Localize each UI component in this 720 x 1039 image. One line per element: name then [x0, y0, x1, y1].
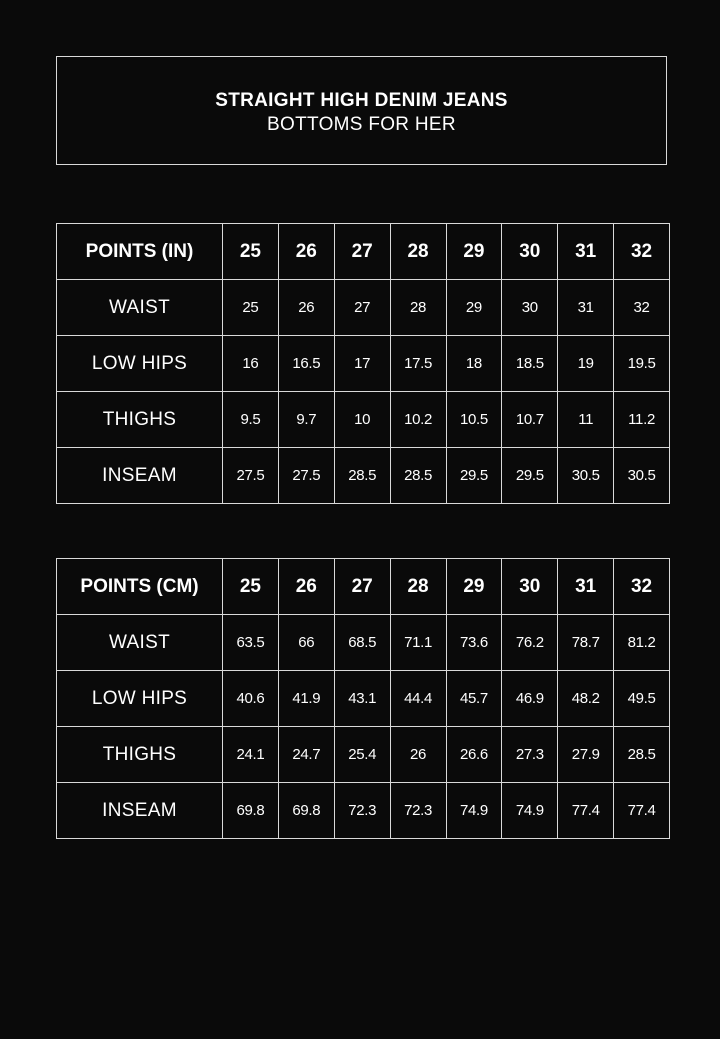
measurement-value: 30.5	[614, 448, 670, 504]
table-header-row	[57, 224, 670, 280]
table-row	[57, 671, 670, 727]
measurement-value: 28	[390, 280, 446, 336]
measurement-value: 48.2	[558, 671, 614, 727]
measurement-value: 26.6	[446, 727, 502, 783]
size-header: 29	[446, 559, 502, 615]
measurement-value: 68.5	[334, 615, 390, 671]
measurement-value: 24.7	[278, 727, 334, 783]
measurement-value: 16	[223, 336, 279, 392]
measurement-value: 9.5	[223, 392, 279, 448]
product-title: STRAIGHT HIGH DENIM JEANS	[215, 90, 508, 111]
table-row	[57, 336, 670, 392]
table-row	[57, 280, 670, 336]
measurement-value: 77.4	[614, 783, 670, 839]
measurement-value: 74.9	[446, 783, 502, 839]
size-header: 25	[223, 224, 279, 280]
measurement-value: 69.8	[278, 783, 334, 839]
measurement-value: 11	[558, 392, 614, 448]
measurement-value: 40.6	[223, 671, 279, 727]
measurement-value: 28.5	[390, 448, 446, 504]
measurement-value: 32	[614, 280, 670, 336]
measurement-value: 29.5	[446, 448, 502, 504]
measurement-label: WAIST	[57, 615, 223, 671]
measurement-value: 25	[223, 280, 279, 336]
measurement-value: 17.5	[390, 336, 446, 392]
size-header: 30	[502, 224, 558, 280]
size-header: 25	[223, 559, 279, 615]
measurement-value: 26	[390, 727, 446, 783]
measurement-value: 31	[558, 280, 614, 336]
points-header: POINTS (IN)	[57, 224, 223, 280]
measurement-value: 27.5	[278, 448, 334, 504]
points-header: POINTS (CM)	[57, 559, 223, 615]
measurement-value: 25.4	[334, 727, 390, 783]
size-header: 28	[390, 559, 446, 615]
measurement-value: 63.5	[223, 615, 279, 671]
measurement-value: 81.2	[614, 615, 670, 671]
measurement-value: 27.3	[502, 727, 558, 783]
product-category: BOTTOMS FOR HER	[267, 114, 456, 135]
measurement-value: 46.9	[502, 671, 558, 727]
size-header: 32	[614, 224, 670, 280]
measurement-value: 76.2	[502, 615, 558, 671]
measurement-label: THIGHS	[57, 727, 223, 783]
measurement-label: LOW HIPS	[57, 336, 223, 392]
size-header: 31	[558, 559, 614, 615]
measurement-value: 72.3	[390, 783, 446, 839]
measurement-value: 73.6	[446, 615, 502, 671]
measurement-value: 44.4	[390, 671, 446, 727]
measurement-value: 71.1	[390, 615, 446, 671]
measurement-value: 30	[502, 280, 558, 336]
size-header: 28	[390, 224, 446, 280]
measurement-value: 74.9	[502, 783, 558, 839]
size-header: 27	[334, 559, 390, 615]
measurement-value: 66	[278, 615, 334, 671]
size-header: 30	[502, 559, 558, 615]
table-row	[57, 783, 670, 839]
measurement-value: 18.5	[502, 336, 558, 392]
measurement-value: 28.5	[614, 727, 670, 783]
measurement-value: 43.1	[334, 671, 390, 727]
table-header-row	[57, 559, 670, 615]
size-header: 32	[614, 559, 670, 615]
measurement-value: 16.5	[278, 336, 334, 392]
measurement-label: THIGHS	[57, 392, 223, 448]
measurement-value: 45.7	[446, 671, 502, 727]
measurement-value: 30.5	[558, 448, 614, 504]
measurement-value: 78.7	[558, 615, 614, 671]
measurement-value: 49.5	[614, 671, 670, 727]
measurement-value: 26	[278, 280, 334, 336]
measurement-label: LOW HIPS	[57, 671, 223, 727]
measurement-value: 19.5	[614, 336, 670, 392]
size-header: 27	[334, 224, 390, 280]
title-box	[56, 56, 667, 165]
table-row	[57, 615, 670, 671]
measurement-value: 29	[446, 280, 502, 336]
table-row	[57, 392, 670, 448]
table-row	[57, 727, 670, 783]
measurement-value: 10.2	[390, 392, 446, 448]
size-header: 31	[558, 224, 614, 280]
measurement-value: 29.5	[502, 448, 558, 504]
measurement-value: 27	[334, 280, 390, 336]
measurement-value: 10.7	[502, 392, 558, 448]
measurement-value: 77.4	[558, 783, 614, 839]
measurement-value: 24.1	[223, 727, 279, 783]
measurement-value: 27.9	[558, 727, 614, 783]
measurement-value: 27.5	[223, 448, 279, 504]
size-table-centimeters	[56, 558, 670, 839]
size-table-inches	[56, 223, 670, 504]
size-header: 29	[446, 224, 502, 280]
measurement-value: 18	[446, 336, 502, 392]
measurement-value: 17	[334, 336, 390, 392]
measurement-value: 19	[558, 336, 614, 392]
measurement-value: 9.7	[278, 392, 334, 448]
measurement-label: WAIST	[57, 280, 223, 336]
measurement-value: 69.8	[223, 783, 279, 839]
measurement-value: 10.5	[446, 392, 502, 448]
table-row	[57, 448, 670, 504]
measurement-value: 10	[334, 392, 390, 448]
measurement-value: 41.9	[278, 671, 334, 727]
measurement-value: 11.2	[614, 392, 670, 448]
size-header: 26	[278, 224, 334, 280]
measurement-value: 28.5	[334, 448, 390, 504]
measurement-label: INSEAM	[57, 783, 223, 839]
measurement-value: 72.3	[334, 783, 390, 839]
size-header: 26	[278, 559, 334, 615]
measurement-label: INSEAM	[57, 448, 223, 504]
